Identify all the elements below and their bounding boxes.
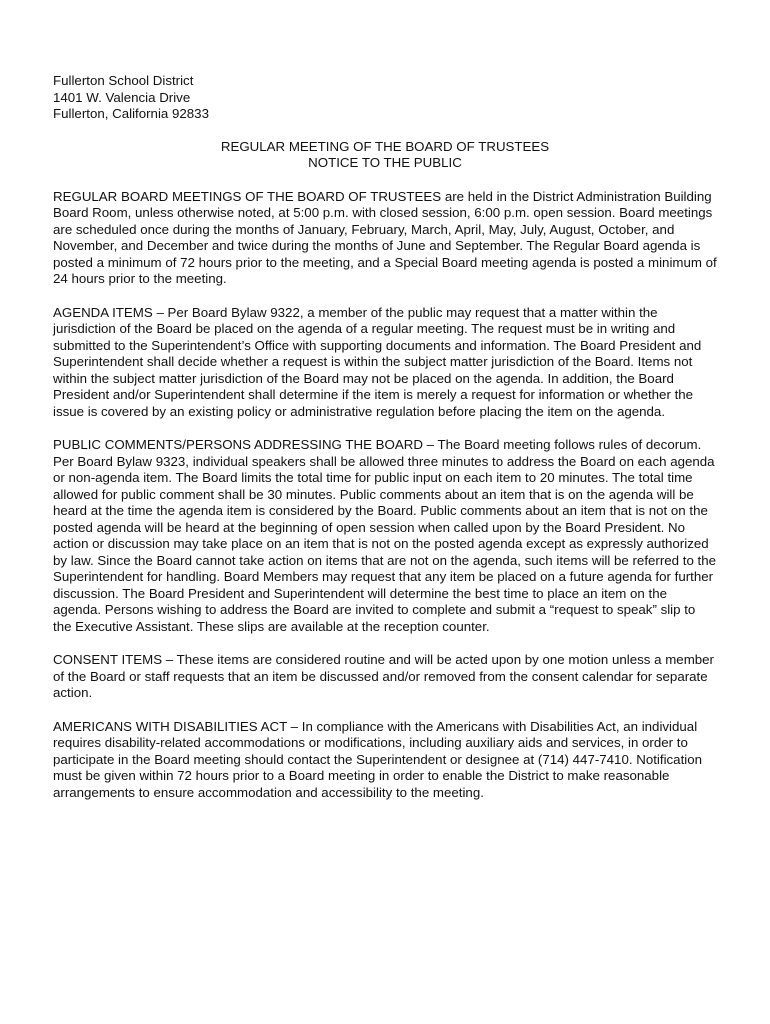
address-district-name: Fullerton School District [53, 73, 194, 88]
section-public-comments: PUBLIC COMMENTS/PERSONS ADDRESSING THE BOARD – The Board meeting follows rules of decorum. Per Board Bylaw 9323, individual speakers shall be allowed three minutes to address the Board on each agenda or non-agenda item. The Board limits the total time for public input on each item to 20 minutes. The total time allowed for public comment shall be 30 minutes. Public comments about an item that is on the agenda will be heard at the time the agenda item is considered by the Board. Public comments about an item that is not on the posted agenda will be heard at the beginning of open session when called upon by the Board President. No action or discussion may take place on an item that is not on the posted agenda except as expressly authorized by law. Since the Board cannot take action on items that are not on the agenda, such items will be referred to the Superintendent for handling. Board Members may request that any item be placed on a future agenda for further discussion. The Board President and Superintendent will determine the best time to place an item on the agenda. Persons wishing to address the Board are invited to complete and submit a “request to speak” slip to the Executive Assistant. These slips are available at the reception counter. [53, 437, 717, 634]
notice-heading [53, 139, 717, 172]
document-page [53, 73, 717, 801]
section-regular-meetings: REGULAR BOARD MEETINGS OF THE BOARD OF TRUSTEES are held in the District Administration Building Board Room, unless otherwise noted, at 5:00 p.m. with closed session, 6:00 p.m. open session. Board meetings are scheduled once during the months of January, February, March, April, May, July, August, October, and November, and December and twice during the months of June and September. The Regular Board agenda is posted a minimum of 72 hours prior to the meeting, and a Special Board meeting agenda is posted a minimum of 24 hours prior to the meeting. [53, 188, 717, 286]
notice-subtitle: NOTICE TO THE PUBLIC [308, 155, 462, 170]
notice-title: REGULAR MEETING OF THE BOARD OF TRUSTEES [220, 138, 550, 154]
section-agenda-items: AGENDA ITEMS – Per Board Bylaw 9322, a member of the public may request that a matter within the jurisdiction of the Board be placed on the agenda of a regular meeting. The request must be in writing and submitted to the Superintendent’s Office with supporting documents and information. The Board President and Superintendent shall decide whether a request is within the subject matter jurisdiction of the Board. Items not within the subject matter jurisdiction of the Board may not be placed on the agenda. In addition, the Board President and/or Superintendent shall determine if the item is merely a request for information or whether the issue is covered by an existing policy or administrative regulation before placing the item on the agenda. [53, 304, 702, 419]
address-street: 1401 W. Valencia Drive [53, 89, 191, 105]
section-consent-items: CONSENT ITEMS – These items are considered routine and will be acted upon by one motion unless a member of the Board or staff requests that an item be discussed and/or removed from the consent calendar for separate action. [53, 652, 714, 700]
section-ada: AMERICANS WITH DISABILITIES ACT – In compliance with the Americans with Disabilities Act, an individual requires disability-related accommodations or modifications, including auxiliary aids and services, in order to participate in the Board meeting should contact the Superintendent or designee at (714) 447-7410. Notification must be given within 72 hours prior to a Board meeting in order to enable the District to make reasonable arrangements to ensure accommodation and accessibility to the meeting. [53, 718, 703, 800]
district-address [53, 73, 717, 123]
address-city-state-zip: Fullerton, California 92833 [53, 106, 209, 121]
